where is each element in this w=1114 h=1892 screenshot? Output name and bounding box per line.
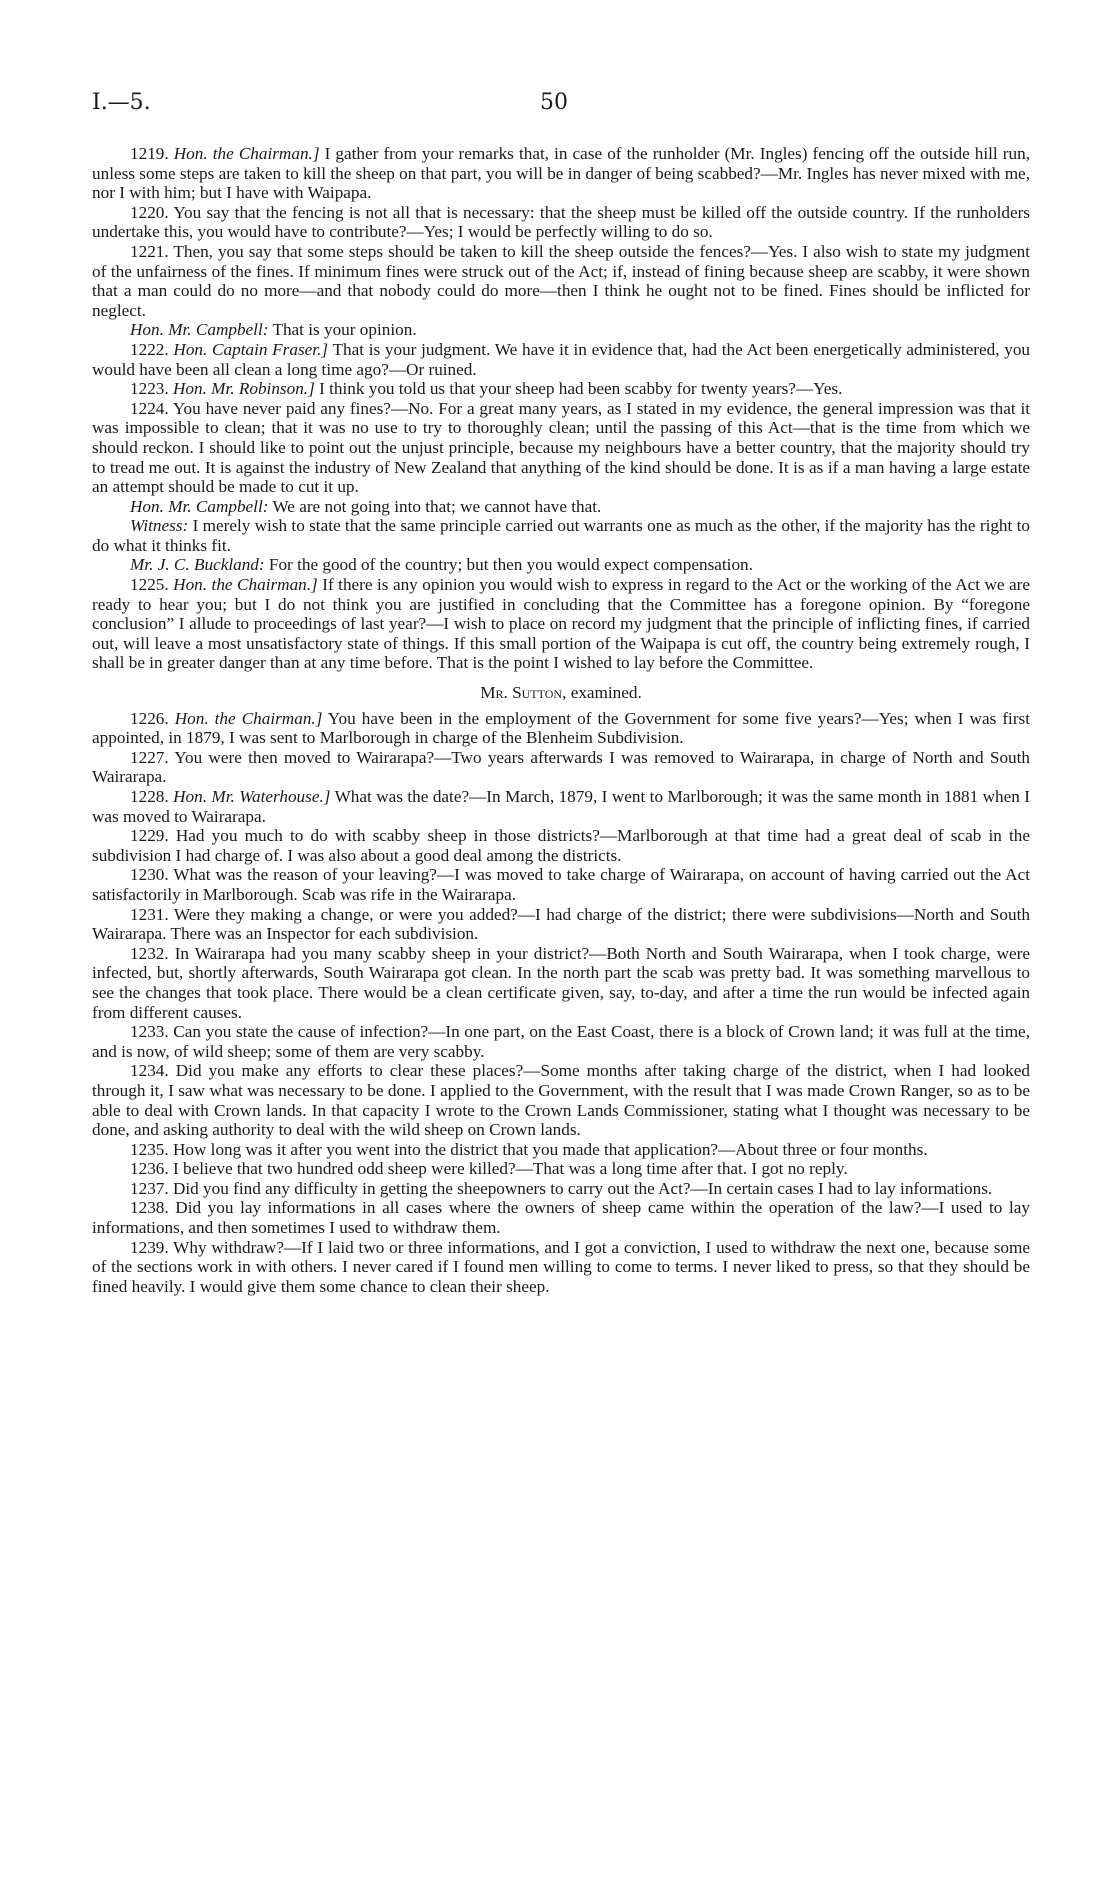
speaker-name: Hon. Mr. Robinson.] bbox=[172, 379, 315, 399]
evidence-paragraph bbox=[92, 144, 1030, 203]
speaker-name: Hon. the Chairman.] bbox=[173, 144, 320, 163]
evidence-paragraph bbox=[92, 865, 1030, 904]
paragraph-text: Had you much to do with scabby sheep in those districts?—Marlborough at that time had a great deal of scab in the subdivision I had charge of. I was also about a good deal among the districts. bbox=[92, 826, 1030, 865]
paragraph-text: Did you make any efforts to clear these places?—Some months after taking charge of the district, when I had looked through it, I saw what was necessary to be done. I applied to the Government, with the result that I was made Crown Ranger, so as to be able to deal with Crown lands. In that capacity I wrote to the Crown Lands Commissioner, stating what I thought was necessary to be done, and asking authority to deal with the wild sheep on Crown lands. bbox=[92, 1061, 1030, 1140]
page-number: 50 bbox=[540, 90, 568, 115]
paragraph-text: You were then moved to Wairarapa?—Two years afterwards I was removed to Wairarapa, in charge of North and South Wairarapa. bbox=[92, 747, 1030, 787]
evidence-paragraph bbox=[92, 1198, 1030, 1237]
question-number: 1233. bbox=[130, 1022, 169, 1042]
paragraph-text: Can you state the cause of infection?—In one part, on the East Coast, there is a block of Crown land; it was full at the time, and is now, of wild sheep; some of them are very scabby. bbox=[92, 1022, 1030, 1061]
speaker-name: Hon. Mr. Campbell: bbox=[130, 320, 269, 340]
document-body bbox=[92, 144, 1030, 1296]
speaker-name: Mr. J. C. Buckland: bbox=[130, 555, 265, 575]
question-number: 1235. bbox=[130, 1139, 169, 1159]
evidence-paragraph bbox=[92, 1179, 1030, 1199]
question-number: 1220. bbox=[130, 202, 169, 222]
evidence-paragraph bbox=[92, 748, 1030, 787]
paragraph-text: In Wairarapa had you many scabby sheep in your district?—Both North and South Wairarapa, when I took charge, were infected, but, shortly afterwards, South Wairarapa got clean. In the north part the scab was pretty bad. It was something marvellous to see the changes that took place. There would be a clean certificate given, say, to-day, and after a time the run would be infected again from different causes. bbox=[92, 943, 1030, 1022]
paragraph-text: Why withdraw?—If I laid two or three informations, and I got a conviction, I used to withdraw the next one, because some of the sections work in with others. I never cared if I found men willing to come to terms. I never liked to press, so that they should be fined heavily. I would give them some chance to clean their sheep. bbox=[92, 1237, 1030, 1296]
paragraph-text: You have never paid any fines?—No. For a great many years, as I stated in my evidence, the general impression was that it was impossible to clean; that it was no use to try to thoroughly clean; until the passing of this Act—that is the time from which we should reckon. I should like to point out the unjust principle, because my neighbours have a better country, that the majority should try to tread me out. It is against the industry of New Zealand that anything of the kind should be done. It is as if a man having a large estate an attempt should be made to cut it up. bbox=[92, 398, 1030, 497]
witness-suffix: , examined. bbox=[562, 683, 642, 703]
evidence-paragraph bbox=[92, 1140, 1030, 1160]
paragraph-text: You say that the fencing is not all that is necessary: that the sheep must be killed off the outside country. If the runholders undertake this, you would have to contribute?—Yes; I would be perfectly willing to do so. bbox=[92, 202, 1030, 242]
evidence-paragraph bbox=[92, 575, 1030, 673]
page-header bbox=[92, 90, 1030, 118]
evidence-paragraph bbox=[92, 497, 1030, 517]
question-number: 1226. bbox=[130, 708, 169, 728]
question-number: 1221. bbox=[130, 241, 169, 261]
paragraph-text: Did you find any difficulty in getting the sheepowners to carry out the Act?—In certain cases I had to lay informations. bbox=[168, 1178, 993, 1198]
evidence-paragraph bbox=[92, 1159, 1030, 1179]
question-number: 1230. bbox=[130, 865, 169, 885]
question-number: 1232. bbox=[130, 943, 169, 963]
question-number: 1234. bbox=[130, 1061, 169, 1081]
evidence-paragraph bbox=[92, 555, 1030, 575]
evidence-part-1 bbox=[92, 144, 1030, 673]
question-number: 1224. bbox=[130, 398, 169, 418]
evidence-paragraph bbox=[92, 787, 1030, 826]
paragraph-text: How long was it after you went into the district that you made that application?—About three or four months. bbox=[168, 1139, 928, 1159]
evidence-paragraph bbox=[92, 379, 1030, 399]
paragraph-text: Did you lay informations in all cases where the owners of sheep came within the operation of the law?—I used to lay informations, and then sometimes I used to withdraw them. bbox=[92, 1198, 1030, 1238]
evidence-paragraph bbox=[92, 516, 1030, 555]
evidence-paragraph bbox=[92, 1061, 1030, 1139]
evidence-paragraph bbox=[92, 1238, 1030, 1297]
paragraph-text: What was the date?—In March, 1879, I went to Marlborough; it was the same month in 1881 when I was moved to Wairarapa. bbox=[92, 787, 1031, 826]
question-number: 1236. bbox=[130, 1159, 169, 1179]
paragraph-text: I gather from your remarks that, in case of the runholder (Mr. Ingles) fencing off the outside hill run, unless some steps are taken to kill the sheep on that part, you will be in danger of being scabbed?—Mr. Ingles has never mixed with me, nor I with him; but I have with Waipapa. bbox=[92, 144, 1031, 203]
question-number: 1225. bbox=[130, 575, 169, 595]
speaker-name: Hon. the Chairman.] bbox=[173, 575, 318, 595]
question-number: 1231. bbox=[130, 904, 169, 924]
paragraph-text: I believe that two hundred odd sheep were killed?—That was a long time after that. I got no reply. bbox=[168, 1159, 848, 1179]
evidence-paragraph bbox=[92, 826, 1030, 865]
speaker-name: Hon. Mr. Waterhouse.] bbox=[173, 787, 331, 806]
evidence-paragraph bbox=[92, 399, 1030, 497]
paragraph-text: I think you told us that your sheep had been scabby for twenty years?—Yes. bbox=[314, 379, 843, 399]
question-number: 1222. bbox=[130, 339, 169, 359]
evidence-part-2 bbox=[92, 709, 1030, 1297]
paragraph-text: I merely wish to state that the same principle carried out warrants one as much as the other, if the majority has the right to do what it thinks fit. bbox=[92, 516, 1030, 555]
document-reference: I.—5. bbox=[92, 90, 151, 115]
evidence-paragraph bbox=[92, 1022, 1030, 1061]
speaker-name: Hon. Captain Fraser.] bbox=[173, 339, 329, 359]
speaker-name: Hon. Mr. Campbell: bbox=[130, 496, 269, 516]
evidence-paragraph bbox=[92, 905, 1030, 944]
witness-name: Mr. Sutton bbox=[480, 683, 563, 703]
section-heading bbox=[92, 683, 1030, 703]
evidence-paragraph bbox=[92, 944, 1030, 1022]
paragraph-text: That is your judgment. We have it in evidence that, had the Act been energetically administered, you would have been all clean a long time ago?—Or ruined. bbox=[92, 339, 1031, 379]
question-number: 1227. bbox=[130, 747, 169, 767]
paragraph-text: For the good of the country; but then you would expect compensation. bbox=[264, 555, 753, 575]
evidence-paragraph bbox=[92, 320, 1030, 340]
paragraph-text: That is your opinion. bbox=[268, 320, 417, 340]
paragraph-text: If there is any opinion you would wish to express in regard to the Act or the working of the Act we are ready to hear you; but I do not think you are justified in concluding that the Committee has a foregone opinion. By “foregone conclusion” I allude to proceedings of last year?—I wish to place on record my judgment that the principle of inflicting fines, if carried out, will leave a most unsatisfactory state of things. If this small portion of the Waipapa is cut off, the country being extremely rough, I shall be in greater danger than at any time before. That is the point I wished to lay before the Committee. bbox=[92, 575, 1031, 673]
evidence-paragraph bbox=[92, 203, 1030, 242]
paragraph-text: You have been in the employment of the Government for some five years?—Yes; when I was first appointed, in 1879, I was sent to Marlborough in charge of the Blenheim Subdivision. bbox=[92, 708, 1031, 748]
question-number: 1237. bbox=[130, 1178, 169, 1198]
question-number: 1228. bbox=[130, 787, 169, 806]
speaker-name: Witness: bbox=[130, 516, 189, 536]
evidence-paragraph bbox=[92, 242, 1030, 320]
question-number: 1239. bbox=[130, 1237, 169, 1257]
evidence-paragraph bbox=[92, 340, 1030, 379]
question-number: 1223. bbox=[130, 379, 169, 399]
evidence-paragraph bbox=[92, 709, 1030, 748]
question-number: 1219. bbox=[130, 144, 169, 163]
question-number: 1238. bbox=[130, 1198, 169, 1218]
paragraph-text: What was the reason of your leaving?—I was moved to take charge of Wairarapa, on account of having carried out the Act satisfactorily in Marlborough. Scab was rife in the Wairarapa. bbox=[92, 865, 1030, 904]
paragraph-text: Were they making a change, or were you added?—I had charge of the district; there were subdivisions—North and South Wairarapa. There was an Inspector for each subdivision. bbox=[92, 904, 1030, 944]
speaker-name: Hon. the Chairman.] bbox=[174, 708, 323, 728]
paragraph-text: Then, you say that some steps should be taken to kill the sheep outside the fences?—Yes. I also wish to state my judgment of the unfairness of the fines. If minimum fines were struck out of the Act; if, instead of fining because sheep are scabby, it were shown that a man could do no more—and that nobody could do more—then I think he ought not to be fined. Fines should be inflicted for neglect. bbox=[92, 241, 1030, 320]
paragraph-text: We are not going into that; we cannot have that. bbox=[268, 496, 602, 516]
question-number: 1229. bbox=[130, 826, 169, 846]
